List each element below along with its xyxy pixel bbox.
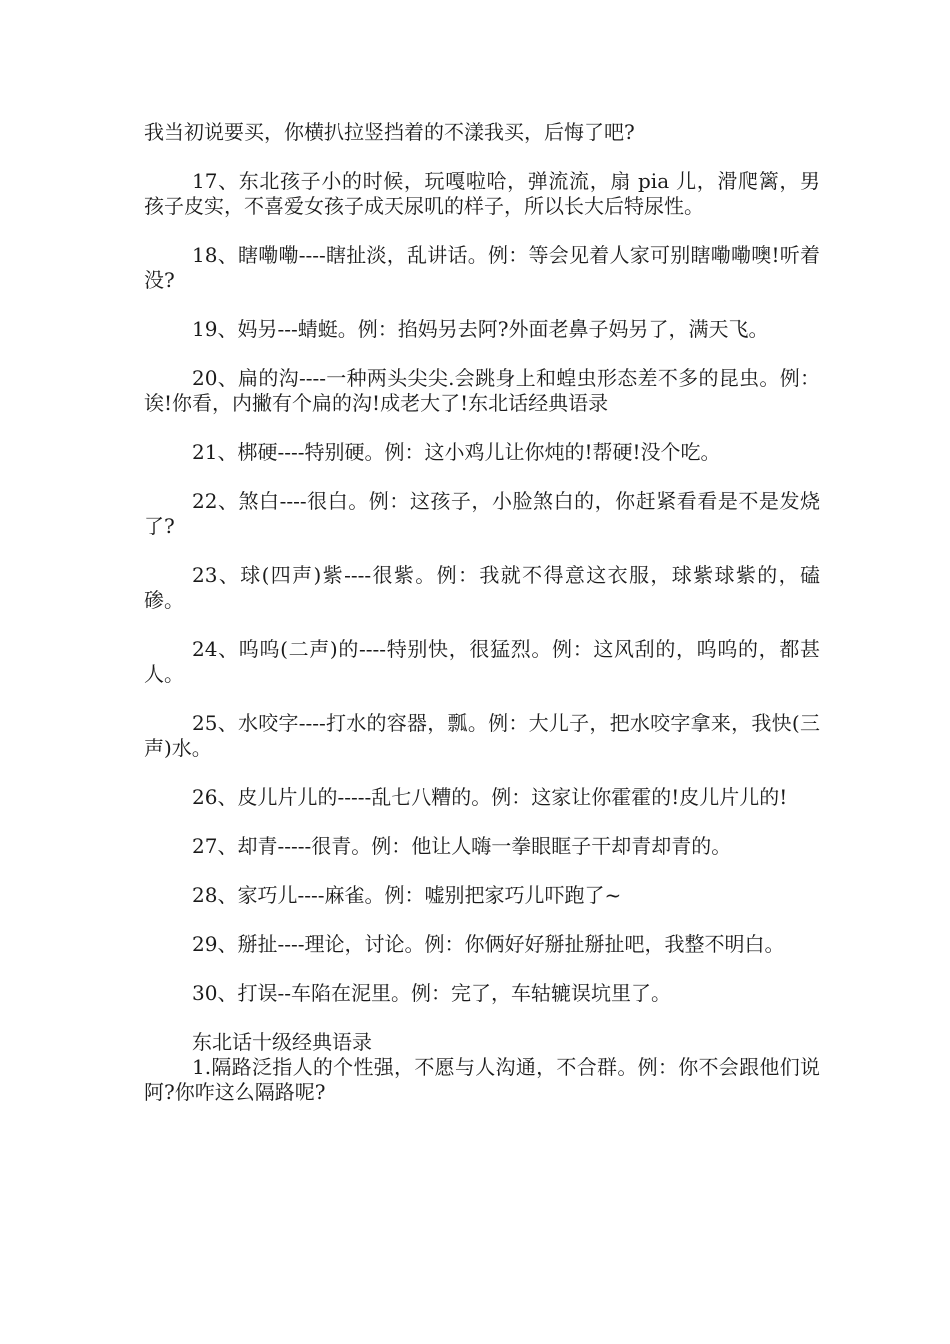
entry-20: 20、扁的沟----一种两头尖尖.会跳身上和蝗虫形态差不多的昆虫。例：诶!你看，内撇有个扁的沟!成老大了!东北话经典语录: [144, 366, 820, 415]
section-title: 东北话十级经典语录: [192, 1030, 372, 1054]
entry-18: 18、瞎嘞嘞----瞎扯淡，乱讲话。例：等会见着人家可别瞎嘞嘞噢!听着没?: [144, 243, 820, 292]
entry-19: 19、妈另---蜻蜓。例：掐妈另去阿?外面老鼻子妈另了，满天飞。: [192, 317, 769, 341]
entry-17: 17、东北孩子小的时候，玩嘎啦哈，弹流流，扇 pia 儿，滑爬篱，男孩子皮实，不喜爱女孩子成天尿叽的样子，所以长大后特尿性。: [144, 169, 820, 218]
entry-27: 27、却青-----很青。例：他让人嗨一拳眼眶子干却青却青的。: [192, 834, 732, 858]
entry-26: 26、皮儿片儿的-----乱七八糟的。例：这家让你霍霍的!皮儿片儿的!: [192, 785, 788, 809]
entry-22: 22、煞白----很白。例：这孩子，小脸煞白的，你赶紧看看是不是发烧了?: [144, 489, 820, 538]
entry-21: 21、梆硬----特别硬。例：这小鸡儿让你炖的!帮硬!没个吃。: [192, 440, 721, 464]
entry-28: 28、家巧儿----麻雀。例：嘘别把家巧儿吓跑了~: [192, 883, 622, 907]
entry-30: 30、打误--车陷在泥里。例：完了，车轱辘误坑里了。: [192, 981, 671, 1005]
entry-25: 25、水咬字----打水的容器，瓢。例：大儿子，把水咬字拿来，我快(三声)水。: [144, 711, 820, 760]
entry-23: 23、球(四声)紫----很紫。例：我就不得意这衣服，球紫球紫的，磕碜。: [144, 563, 820, 612]
document-page: [144, 120, 820, 1105]
entry-29: 29、掰扯----理论，讨论。例：你俩好好掰扯掰扯吧，我整不明白。: [192, 932, 785, 956]
continuation-paragraph: 我当初说要买，你横扒拉竖挡着的不漾我买，后悔了吧?: [144, 120, 635, 144]
entry-24: 24、呜呜(二声)的----特别快，很猛烈。例：这风刮的，呜呜的，都甚人。: [144, 637, 820, 686]
section-entry-1: 1.隔路泛指人的个性强，不愿与人沟通，不合群。例：你不会跟他们说阿?你咋这么隔路呢?: [144, 1055, 820, 1104]
